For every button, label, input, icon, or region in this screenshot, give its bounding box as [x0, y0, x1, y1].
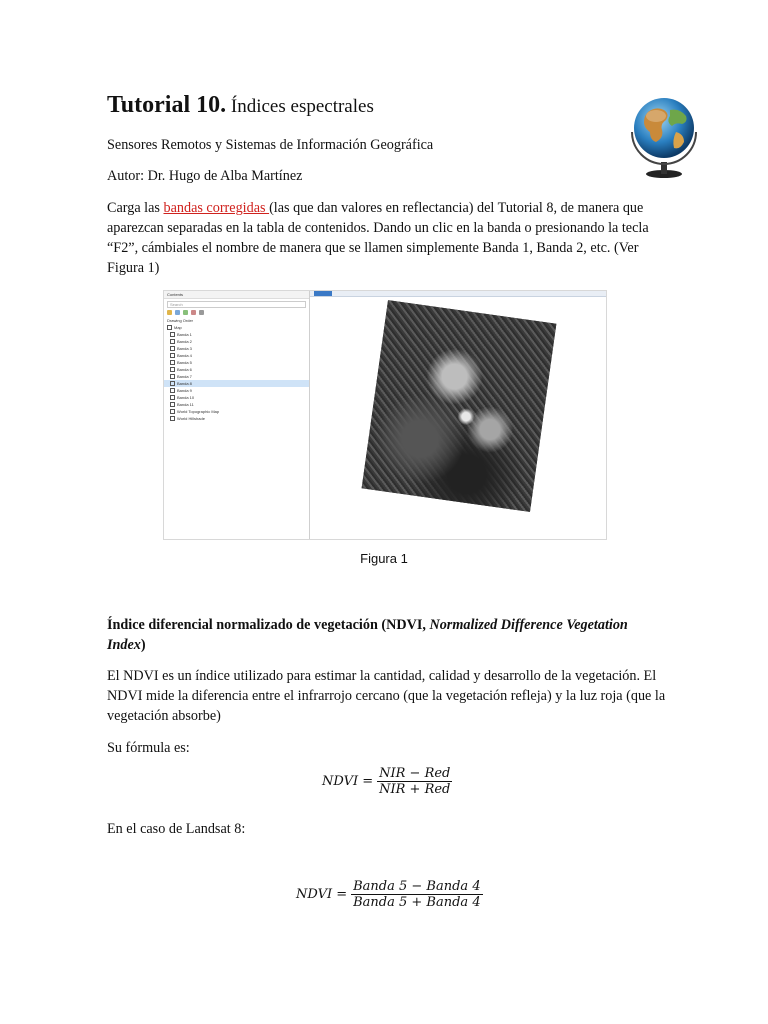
layer-item[interactable] — [164, 359, 309, 366]
ndvi-description: El NDVI es un índice utilizado para estimar la cantidad, calidad y desarrollo de la vegetación. El NDVI mide la diferencia entre el infrarrojo cercano (que la vegetación refleja) y la luz roja (que la vegetación absorbe) — [107, 668, 666, 724]
layer-item[interactable] — [164, 387, 309, 394]
ndvi-heading: Índice diferencial normalizado de vegetación (NDVI, Normalized Difference Vegetation Index) — [107, 617, 628, 653]
layer-item[interactable] — [164, 366, 309, 373]
layer-checkbox[interactable] — [170, 374, 175, 379]
layer-label: Banda 5 — [177, 360, 192, 365]
layer-label: Banda 10 — [177, 395, 195, 400]
layer-checkbox[interactable] — [170, 402, 175, 407]
layer-item[interactable] — [164, 380, 309, 387]
layer-label: Banda 6 — [177, 367, 192, 372]
layer-list — [164, 331, 309, 422]
landsat-formula: NDVI = $\frac{\text{Banda 5 − Banda 4}}{\text{Banda 5 + Banda 4}}$ — [296, 879, 481, 910]
layer-item[interactable] — [164, 338, 309, 345]
intro-text-1: Carga las — [107, 200, 164, 216]
layer-label: Banda 11 — [177, 402, 194, 407]
layer-label: World Hillshade — [177, 416, 205, 421]
toolbar-icons — [167, 310, 306, 315]
layer-label: Banda 2 — [177, 339, 192, 344]
ndvi-formula: NDVI = $\frac{\text{NIR − Red}}{\text{NIR + Red}}$ — [322, 766, 451, 797]
drawing-order-label: Drawing Order — [167, 318, 194, 323]
layer-item[interactable] — [164, 373, 309, 380]
layer-item[interactable] — [164, 352, 309, 359]
intro-paragraph — [107, 198, 667, 278]
layer-item[interactable] — [164, 415, 309, 422]
bandas-link[interactable]: bandas corregidas — [163, 200, 270, 216]
layer-checkbox[interactable] — [170, 346, 175, 351]
layer-checkbox[interactable] — [170, 409, 175, 414]
layer-item[interactable] — [164, 331, 309, 338]
layer-label: Banda 8 — [177, 381, 192, 386]
layer-checkbox[interactable] — [170, 395, 175, 400]
map-tab[interactable] — [314, 291, 332, 296]
layer-checkbox[interactable] — [170, 381, 175, 386]
figure-caption: Figura 1 — [360, 551, 408, 566]
title-bold: Tutorial 10. — [107, 92, 227, 118]
contents-panel — [164, 291, 310, 539]
layer-checkbox[interactable] — [170, 416, 175, 421]
map-tab-bar — [310, 291, 606, 297]
formula-intro: Su fórmula es: — [107, 740, 190, 756]
figure-1-screenshot — [163, 290, 607, 540]
layer-label: Banda 9 — [177, 388, 192, 393]
intro-text-2: (las que dan valores en reflectancia) del Tutorial 8, de manera que aparezcan separadas en la tabla de contenidos. Dando un clic en la banda o presionando la tecla “F2”, cámbiales el nombre de manera que se llamen simplemente Banda 1, Banda 2, etc. (Ver Figura 1) — [107, 200, 649, 276]
layer-checkbox[interactable] — [170, 353, 175, 358]
layer-item[interactable] — [164, 394, 309, 401]
subtitle: Sensores Remotos y Sistemas de Información Geográfica — [107, 137, 434, 153]
panel-title: Contents — [164, 291, 309, 299]
layer-item[interactable] — [164, 345, 309, 352]
page-title — [107, 92, 374, 119]
layer-checkbox[interactable] — [170, 339, 175, 344]
layer-label: Banda 7 — [177, 374, 192, 379]
layer-label: Banda 1 — [177, 332, 192, 337]
layer-checkbox[interactable] — [170, 332, 175, 337]
layer-label: Banda 3 — [177, 346, 192, 351]
layer-item[interactable] — [164, 408, 309, 415]
satellite-raster-image — [362, 300, 557, 512]
layer-checkbox[interactable] — [170, 388, 175, 393]
title-rest: Índices espectrales — [226, 96, 374, 117]
map-node[interactable]: Map — [164, 324, 309, 331]
layer-label: World Topographic Map — [177, 409, 220, 414]
layer-checkbox[interactable] — [170, 367, 175, 372]
layer-checkbox[interactable] — [170, 360, 175, 365]
layer-item[interactable] — [164, 401, 309, 408]
author: Autor: Dr. Hugo de Alba Martínez — [107, 168, 303, 184]
layer-label: Banda 4 — [177, 353, 192, 358]
landsat-intro: En el caso de Landsat 8: — [107, 821, 246, 837]
search-input[interactable]: Search — [167, 301, 306, 308]
